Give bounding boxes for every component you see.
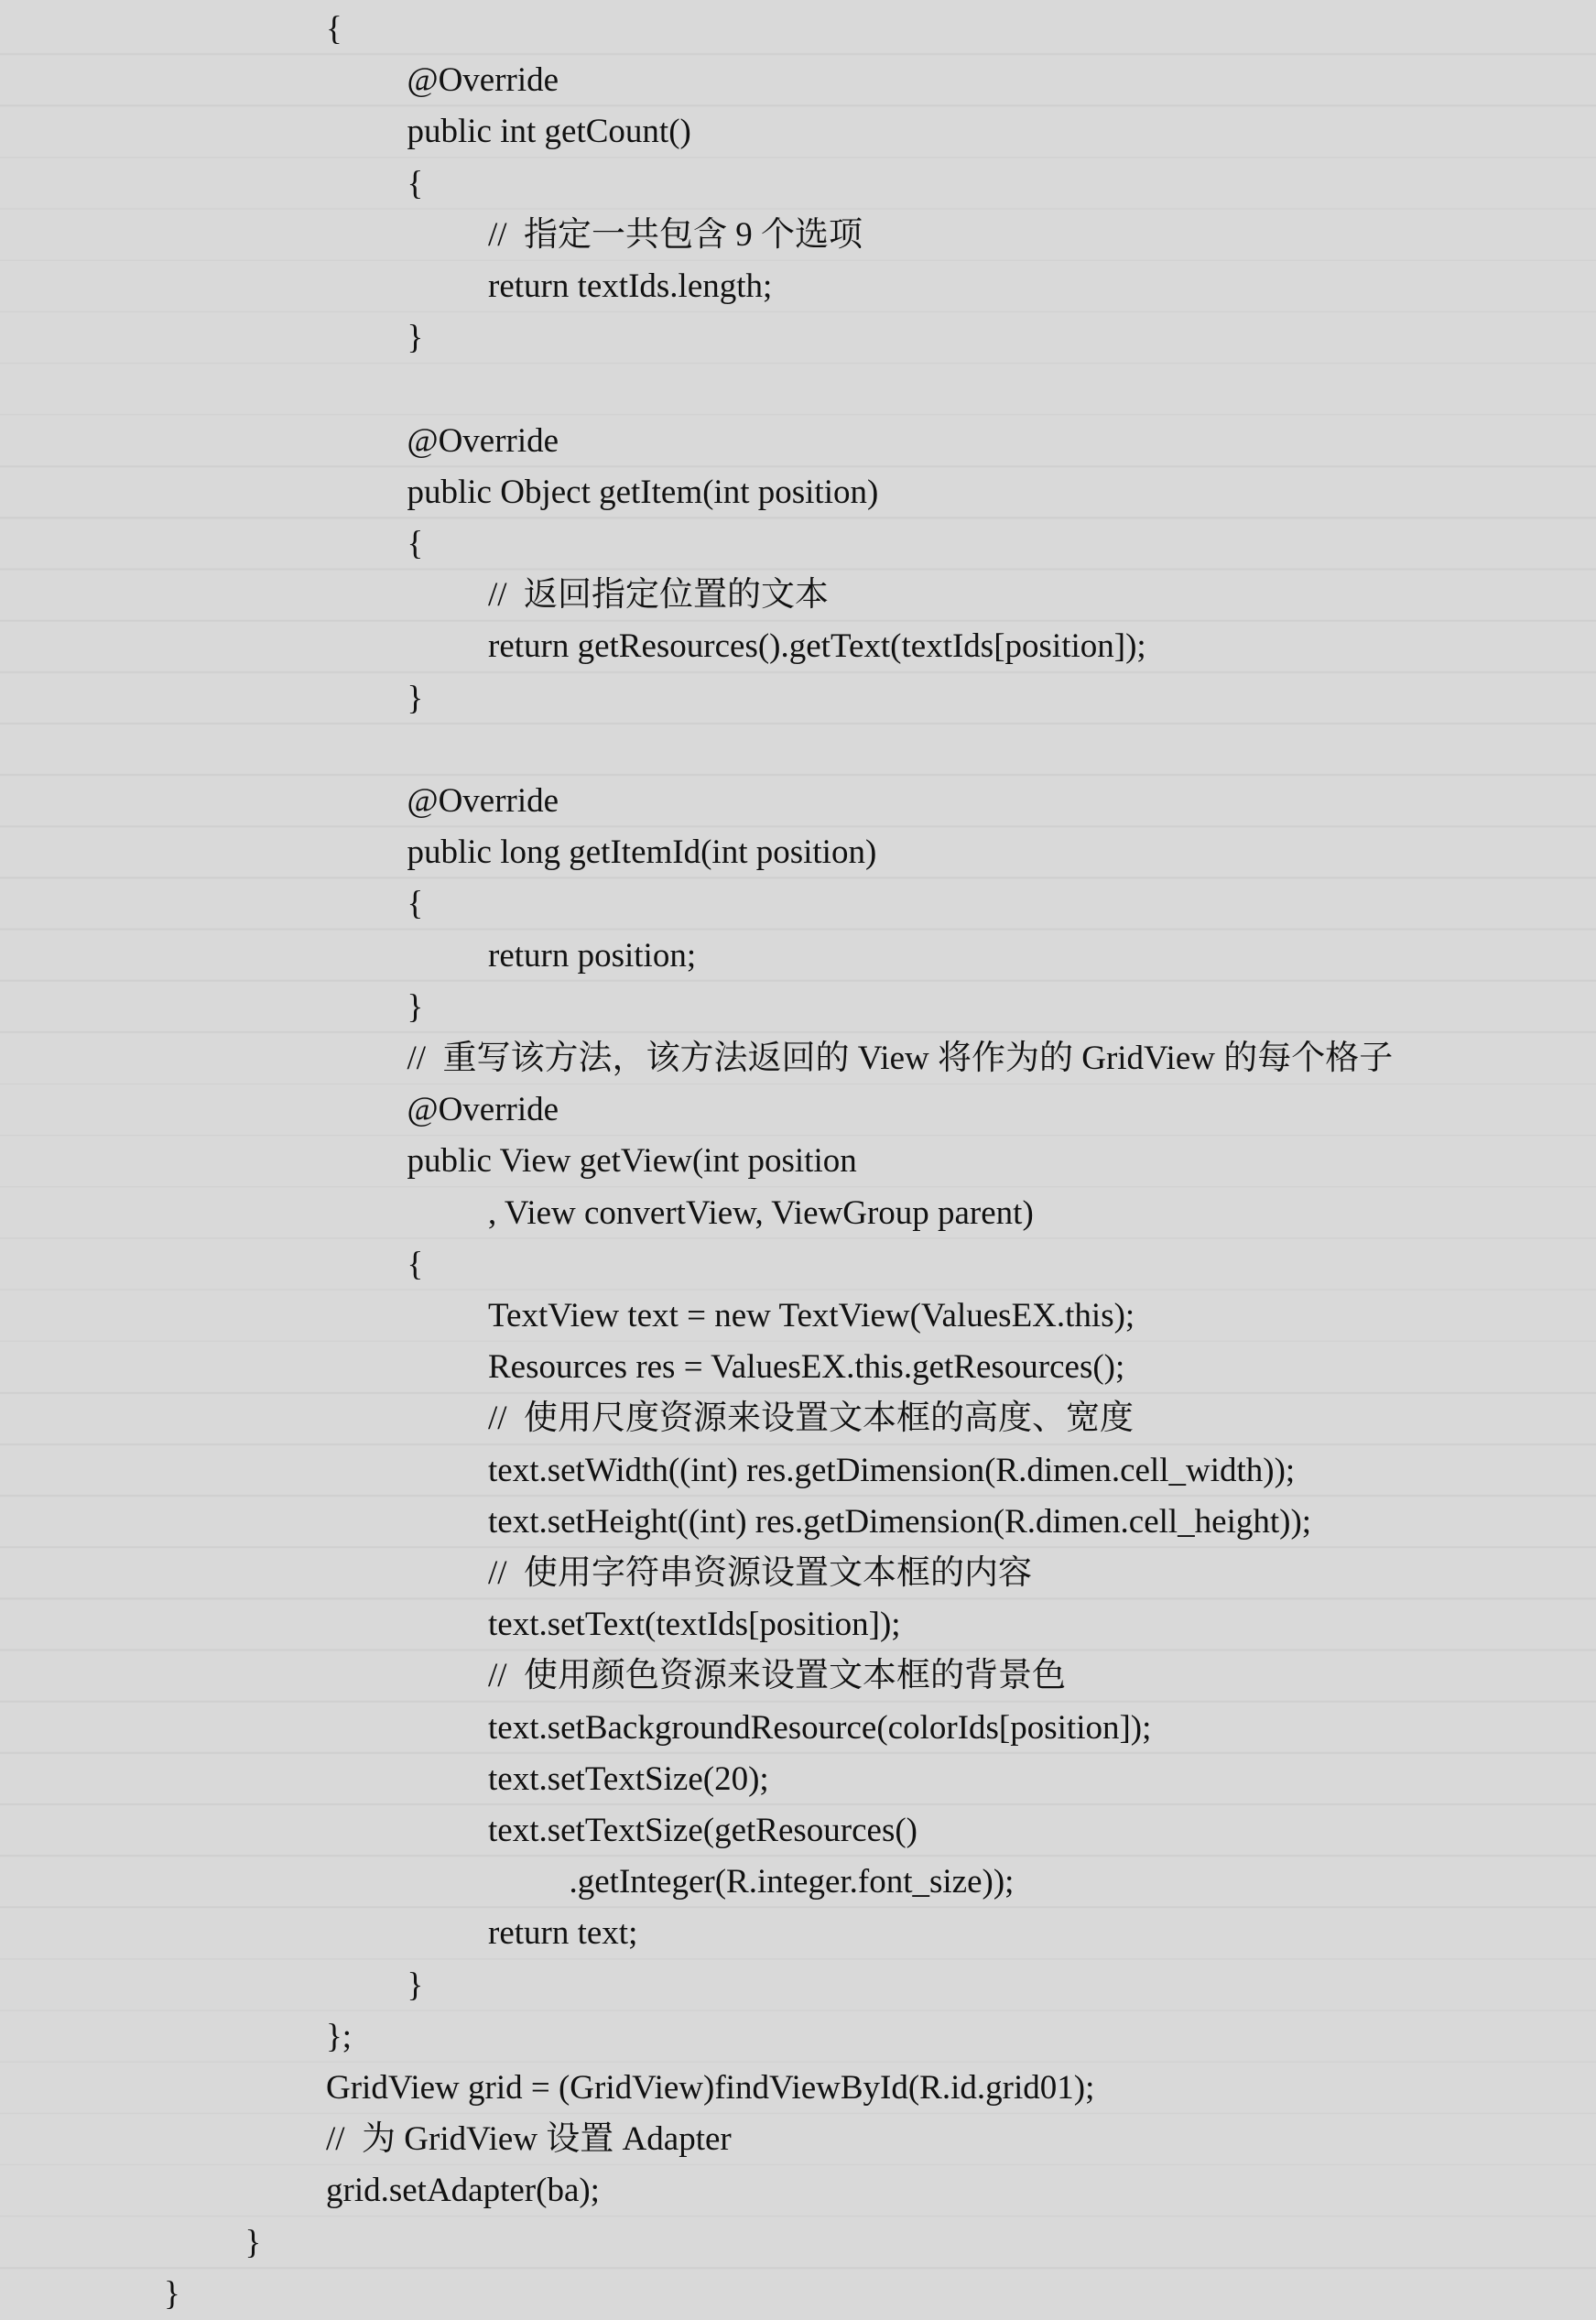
code-line: public View getView(int position [407,1142,857,1181]
code-line: return text; [488,1914,638,1953]
code-line: TextView text = new TextView(ValuesEX.this); [488,1297,1135,1334]
code-line: public int getCount() [407,113,691,151]
code-line: } [164,2274,180,2313]
code-line: @Override [407,782,559,820]
code-line: text.setTextSize(20); [488,1759,769,1798]
code-line: } [407,987,424,1026]
code-line: } [407,319,424,357]
code-line: } [407,679,424,717]
code-line: // 重写该方法，该方法返回的 View 将作为的 GridView 的每个格子 [407,1040,1394,1077]
code-line: } [244,2223,262,2261]
code-line: } [407,1966,424,2004]
code-line: text.setBackgroundResource(colorIds[position]); [488,1708,1152,1747]
code-line: { [407,1245,424,1283]
code-line: public Object getItem(int position) [407,473,879,511]
code-line: // 返回指定位置的文本 [488,576,830,615]
code-line: grid.setAdapter(ba); [326,2172,600,2210]
code-line: // 指定一共包含 9 个选项 [488,215,863,254]
code-line: , View convertView, ViewGroup parent) [488,1193,1034,1232]
code-line: { [407,164,424,202]
code-line: @Override [407,421,559,460]
code-line: { [407,885,424,923]
code-line: // 为 GridView 设置 Adapter [326,2120,732,2159]
code-line: return textIds.length; [488,267,773,305]
code-line: { [326,10,342,48]
code-line: // 使用尺度资源来设置文本框的高度、宽度 [488,1400,1135,1438]
code-line: text.setText(textIds[position]); [488,1606,901,1644]
code-line: // 使用字符串资源设置文本框的内容 [488,1554,1033,1592]
code-line: return getResources().getText(textIds[position]); [488,627,1146,666]
code-line: @Override [407,61,559,100]
code-line: Resources res = ValuesEX.this.getResources(); [488,1348,1125,1387]
code-line: }; [326,2017,353,2055]
code-line: GridView grid = (GridView)findViewById(R.id.grid01); [326,2069,1095,2107]
code-line: return position; [488,936,697,975]
code-line: text.setWidth((int) res.getDimension(R.dimen.cell_width)); [488,1451,1296,1489]
code-line: text.setHeight((int) res.getDimension(R.dimen.cell_height)); [488,1502,1312,1541]
code-line: // 使用颜色资源来设置文本框的背景色 [488,1657,1067,1695]
code-line: public long getItemId(int position) [407,833,877,872]
code-line: @Override [407,1091,559,1129]
code-line: text.setTextSize(getResources() [488,1812,917,1849]
code-line: .getInteger(R.integer.font_size)); [569,1863,1015,1901]
code-line: { [407,525,424,562]
